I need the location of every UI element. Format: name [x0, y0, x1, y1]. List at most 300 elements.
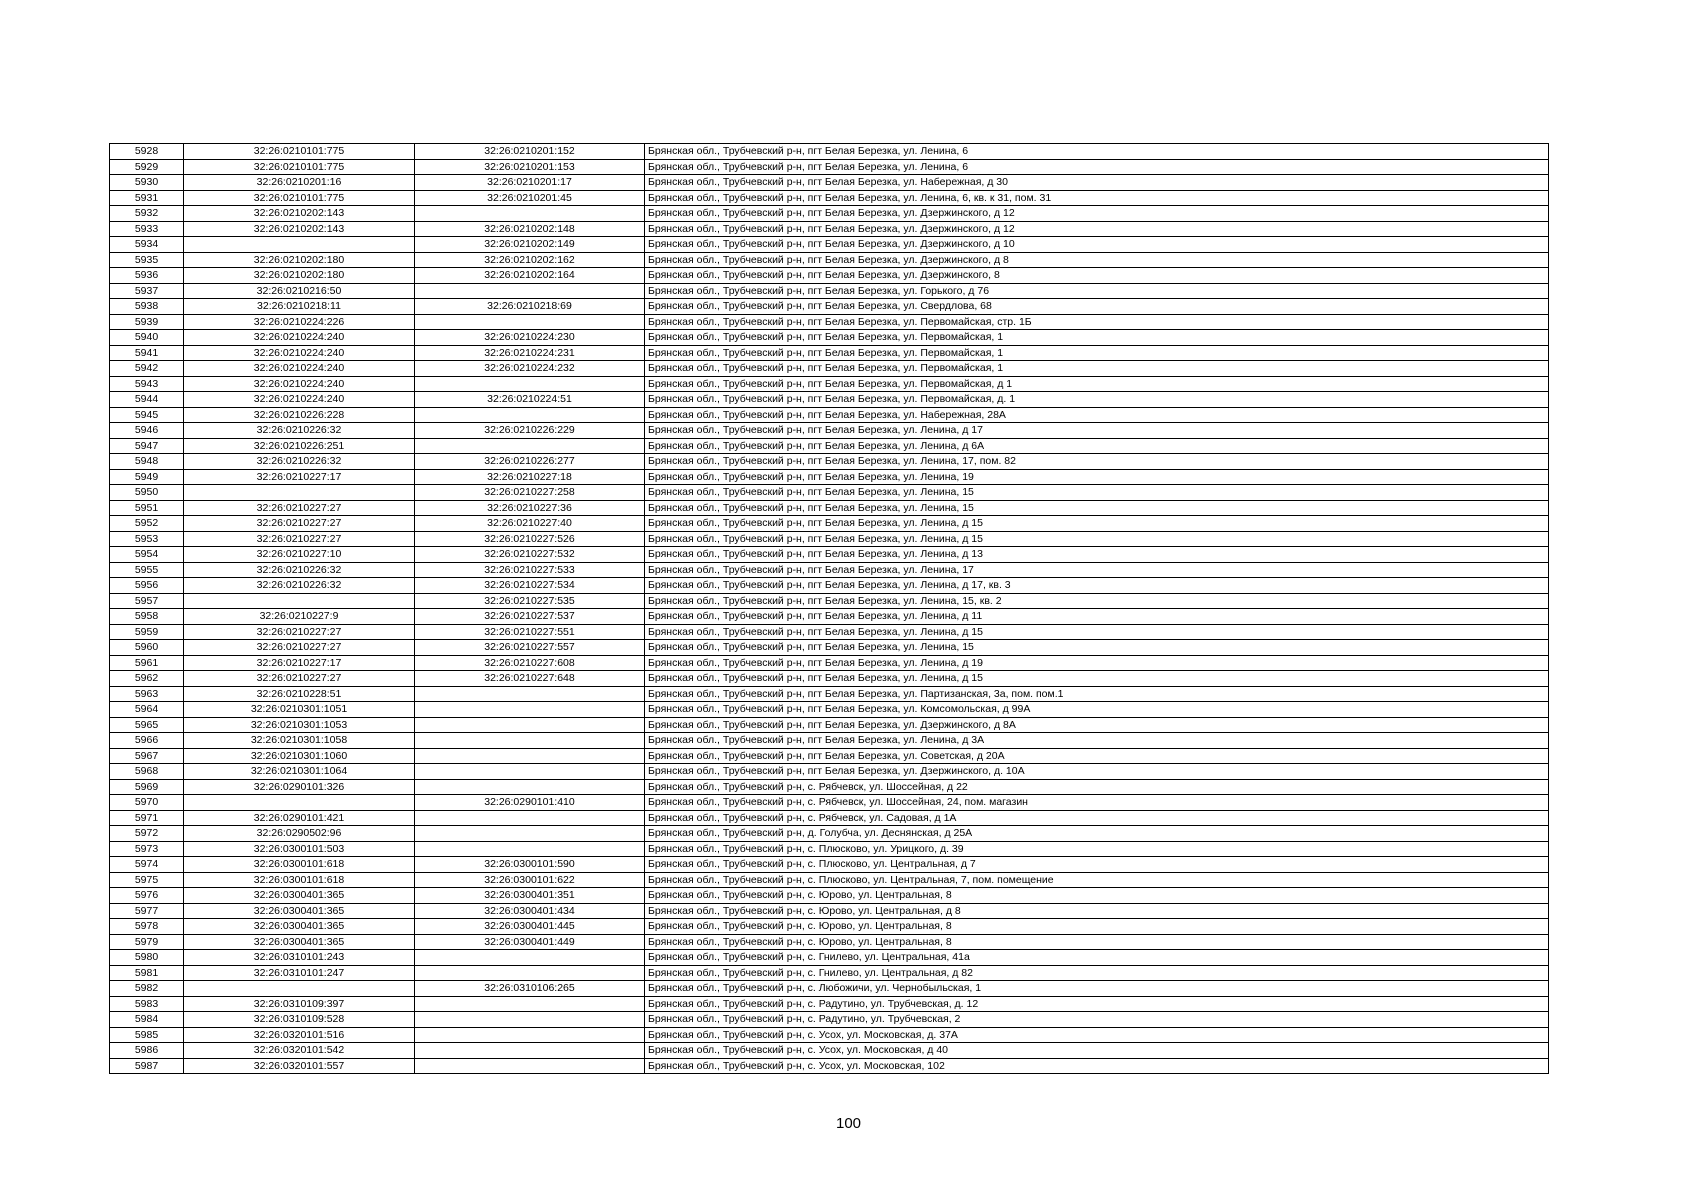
address-cell: Брянская обл., Трубчевский р-н, пгт Белая Березка, ул. Набережная, д 30 [645, 175, 1549, 191]
cadastral-number-cell [184, 981, 415, 997]
related-cadastral-number-cell: 32:26:0210224:231 [415, 345, 645, 361]
page-number: 100 [835, 1115, 862, 1132]
related-cadastral-number-cell: 32:26:0210227:537 [415, 609, 645, 625]
related-cadastral-number-cell [415, 686, 645, 702]
address-cell: Брянская обл., Трубчевский р-н, пгт Белая Березка, ул. Первомайская, стр. 1Б [645, 314, 1549, 330]
table-row [110, 764, 1549, 780]
related-cadastral-number-cell: 32:26:0210227:535 [415, 593, 645, 609]
address-cell: Брянская обл., Трубчевский р-н, пгт Белая Березка, ул. Ленина, д 17, кв. 3 [645, 578, 1549, 594]
related-cadastral-number-cell: 32:26:0210227:551 [415, 624, 645, 640]
address-cell: Брянская обл., Трубчевский р-н, с. Юрово, ул. Центральная, д 8 [645, 903, 1549, 919]
row-number-cell: 5985 [110, 1027, 184, 1043]
related-cadastral-number-cell: 32:26:0210227:532 [415, 547, 645, 563]
address-cell: Брянская обл., Трубчевский р-н, с. Плюсково, ул. Урицкого, д. 39 [645, 841, 1549, 857]
row-number-cell: 5934 [110, 237, 184, 253]
row-number-cell: 5959 [110, 624, 184, 640]
registry-table-body [110, 144, 1549, 1074]
cadastral-number-cell [184, 795, 415, 811]
table-row [110, 206, 1549, 222]
address-cell: Брянская обл., Трубчевский р-н, пгт Белая Березка, ул. Ленина, д 17 [645, 423, 1549, 439]
address-cell: Брянская обл., Трубчевский р-н, с. Радутино, ул. Трубчевская, 2 [645, 1012, 1549, 1028]
row-number-cell: 5935 [110, 252, 184, 268]
table-row [110, 144, 1549, 160]
cadastral-number-cell: 32:26:0210202:180 [184, 252, 415, 268]
table-row [110, 655, 1549, 671]
table-row [110, 268, 1549, 284]
row-number-cell: 5931 [110, 190, 184, 206]
table-row [110, 500, 1549, 516]
cadastral-number-cell: 32:26:0210301:1053 [184, 717, 415, 733]
cadastral-number-cell: 32:26:0290101:421 [184, 810, 415, 826]
address-cell: Брянская обл., Трубчевский р-н, с. Гнилево, ул. Центральная, 41а [645, 950, 1549, 966]
row-number-cell: 5962 [110, 671, 184, 687]
address-cell: Брянская обл., Трубчевский р-н, пгт Белая Березка, ул. Ленина, 17 [645, 562, 1549, 578]
table-row [110, 950, 1549, 966]
address-cell: Брянская обл., Трубчевский р-н, пгт Белая Березка, ул. Ленина, д 6А [645, 438, 1549, 454]
cadastral-number-cell: 32:26:0210202:143 [184, 221, 415, 237]
cadastral-number-cell: 32:26:0210224:240 [184, 361, 415, 377]
row-number-cell: 5928 [110, 144, 184, 160]
row-number-cell: 5943 [110, 376, 184, 392]
cadastral-number-cell: 32:26:0210101:775 [184, 159, 415, 175]
related-cadastral-number-cell [415, 733, 645, 749]
cadastral-number-cell: 32:26:0210227:27 [184, 624, 415, 640]
related-cadastral-number-cell [415, 1058, 645, 1074]
table-row [110, 857, 1549, 873]
address-cell: Брянская обл., Трубчевский р-н, пгт Белая Березка, ул. Первомайская, 1 [645, 330, 1549, 346]
related-cadastral-number-cell [415, 826, 645, 842]
related-cadastral-number-cell: 32:26:0210224:51 [415, 392, 645, 408]
related-cadastral-number-cell: 32:26:0300401:445 [415, 919, 645, 935]
cadastral-number-cell: 32:26:0210224:240 [184, 345, 415, 361]
table-row [110, 779, 1549, 795]
table-row [110, 733, 1549, 749]
address-cell: Брянская обл., Трубчевский р-н, пгт Белая Березка, ул. Ленина, 6 [645, 159, 1549, 175]
address-cell: Брянская обл., Трубчевский р-н, пгт Белая Березка, ул. Ленина, д 15 [645, 624, 1549, 640]
address-cell: Брянская обл., Трубчевский р-н, пгт Белая Березка, ул. Свердлова, 68 [645, 299, 1549, 315]
table-row [110, 578, 1549, 594]
row-number-cell: 5955 [110, 562, 184, 578]
row-number-cell: 5982 [110, 981, 184, 997]
table-row [110, 485, 1549, 501]
row-number-cell: 5952 [110, 516, 184, 532]
row-number-cell: 5946 [110, 423, 184, 439]
cadastral-number-cell: 32:26:0210224:240 [184, 392, 415, 408]
cadastral-number-cell: 32:26:0300101:503 [184, 841, 415, 857]
cadastral-number-cell: 32:26:0310101:243 [184, 950, 415, 966]
cadastral-number-cell: 32:26:0210218:11 [184, 299, 415, 315]
related-cadastral-number-cell [415, 810, 645, 826]
address-cell: Брянская обл., Трубчевский р-н, с. Плюсково, ул. Центральная, 7, пом. помещение [645, 872, 1549, 888]
related-cadastral-number-cell: 32:26:0210202:148 [415, 221, 645, 237]
row-number-cell: 5966 [110, 733, 184, 749]
related-cadastral-number-cell [415, 407, 645, 423]
address-cell: Брянская обл., Трубчевский р-н, пгт Белая Березка, ул. Ленина, д 19 [645, 655, 1549, 671]
related-cadastral-number-cell: 32:26:0210226:277 [415, 454, 645, 470]
cadastral-number-cell: 32:26:0300401:365 [184, 934, 415, 950]
row-number-cell: 5963 [110, 686, 184, 702]
related-cadastral-number-cell: 32:26:0310106:265 [415, 981, 645, 997]
address-cell: Брянская обл., Трубчевский р-н, пгт Белая Березка, ул. Горького, д 76 [645, 283, 1549, 299]
address-cell: Брянская обл., Трубчевский р-н, с. Юрово, ул. Центральная, 8 [645, 934, 1549, 950]
table-row [110, 1012, 1549, 1028]
table-row [110, 283, 1549, 299]
cadastral-number-cell: 32:26:0210301:1064 [184, 764, 415, 780]
row-number-cell: 5951 [110, 500, 184, 516]
row-number-cell: 5973 [110, 841, 184, 857]
cadastral-number-cell: 32:26:0210224:240 [184, 376, 415, 392]
cadastral-number-cell: 32:26:0310101:247 [184, 965, 415, 981]
address-cell: Брянская обл., Трубчевский р-н, д. Голубча, ул. Деснянская, д 25А [645, 826, 1549, 842]
row-number-cell: 5936 [110, 268, 184, 284]
address-cell: Брянская обл., Трубчевский р-н, пгт Белая Березка, ул. Ленина, 15 [645, 500, 1549, 516]
cadastral-number-cell [184, 237, 415, 253]
row-number-cell: 5968 [110, 764, 184, 780]
address-cell: Брянская обл., Трубчевский р-н, пгт Белая Березка, ул. Ленина, д 13 [645, 547, 1549, 563]
row-number-cell: 5950 [110, 485, 184, 501]
row-number-cell: 5978 [110, 919, 184, 935]
related-cadastral-number-cell [415, 717, 645, 733]
related-cadastral-number-cell: 32:26:0210227:258 [415, 485, 645, 501]
table-row [110, 795, 1549, 811]
table-row [110, 872, 1549, 888]
row-number-cell: 5957 [110, 593, 184, 609]
related-cadastral-number-cell: 32:26:0210202:149 [415, 237, 645, 253]
row-number-cell: 5947 [110, 438, 184, 454]
table-row [110, 640, 1549, 656]
table-row [110, 221, 1549, 237]
address-cell: Брянская обл., Трубчевский р-н, пгт Белая Березка, ул. Ленина, д 15 [645, 516, 1549, 532]
table-row [110, 810, 1549, 826]
row-number-cell: 5975 [110, 872, 184, 888]
related-cadastral-number-cell: 32:26:0210226:229 [415, 423, 645, 439]
cadastral-number-cell: 32:26:0210227:27 [184, 500, 415, 516]
address-cell: Брянская обл., Трубчевский р-н, пгт Белая Березка, ул. Набережная, 28А [645, 407, 1549, 423]
table-row [110, 996, 1549, 1012]
cadastral-number-cell: 32:26:0210101:775 [184, 144, 415, 160]
address-cell: Брянская обл., Трубчевский р-н, пгт Белая Березка, ул. Ленина, 17, пом. 82 [645, 454, 1549, 470]
related-cadastral-number-cell: 32:26:0210227:533 [415, 562, 645, 578]
table-row [110, 717, 1549, 733]
related-cadastral-number-cell [415, 314, 645, 330]
cadastral-number-cell: 32:26:0310109:397 [184, 996, 415, 1012]
row-number-cell: 5984 [110, 1012, 184, 1028]
table-row [110, 531, 1549, 547]
row-number-cell: 5945 [110, 407, 184, 423]
cadastral-number-cell: 32:26:0290502:96 [184, 826, 415, 842]
row-number-cell: 5961 [110, 655, 184, 671]
cadastral-number-cell: 32:26:0210227:27 [184, 671, 415, 687]
address-cell: Брянская обл., Трубчевский р-н, пгт Белая Березка, ул. Советская, д 20А [645, 748, 1549, 764]
table-row [110, 686, 1549, 702]
table-row [110, 826, 1549, 842]
table-row [110, 237, 1549, 253]
table-row [110, 547, 1549, 563]
table-row [110, 314, 1549, 330]
cadastral-number-cell [184, 593, 415, 609]
row-number-cell: 5942 [110, 361, 184, 377]
table-row [110, 562, 1549, 578]
address-cell: Брянская обл., Трубчевский р-н, пгт Белая Березка, ул. Комсомольская, д 99А [645, 702, 1549, 718]
cadastral-number-cell: 32:26:0210301:1058 [184, 733, 415, 749]
address-cell: Брянская обл., Трубчевский р-н, пгт Белая Березка, ул. Ленина, д 11 [645, 609, 1549, 625]
address-cell: Брянская обл., Трубчевский р-н, пгт Белая Березка, ул. Ленина, 15 [645, 485, 1549, 501]
row-number-cell: 5948 [110, 454, 184, 470]
address-cell: Брянская обл., Трубчевский р-н, пгт Белая Березка, ул. Ленина, д 15 [645, 671, 1549, 687]
table-row [110, 1027, 1549, 1043]
table-row [110, 903, 1549, 919]
address-cell: Брянская обл., Трубчевский р-н, пгт Белая Березка, ул. Дзержинского, д 10 [645, 237, 1549, 253]
cadastral-number-cell: 32:26:0210224:240 [184, 330, 415, 346]
address-cell: Брянская обл., Трубчевский р-н, пгт Белая Березка, ул. Дзержинского, д. 10А [645, 764, 1549, 780]
related-cadastral-number-cell: 32:26:0300101:622 [415, 872, 645, 888]
row-number-cell: 5939 [110, 314, 184, 330]
row-number-cell: 5949 [110, 469, 184, 485]
row-number-cell: 5941 [110, 345, 184, 361]
table-row [110, 454, 1549, 470]
cadastral-number-cell: 32:26:0210226:32 [184, 562, 415, 578]
address-cell: Брянская обл., Трубчевский р-н, пгт Белая Березка, ул. Ленина, 6, кв. к 31, пом. 31 [645, 190, 1549, 206]
cadastral-number-cell: 32:26:0210226:228 [184, 407, 415, 423]
table-row [110, 175, 1549, 191]
related-cadastral-number-cell [415, 206, 645, 222]
related-cadastral-number-cell [415, 1043, 645, 1059]
address-cell: Брянская обл., Трубчевский р-н, пгт Белая Березка, ул. Ленина, д 3А [645, 733, 1549, 749]
table-row [110, 516, 1549, 532]
cadastral-number-cell: 32:26:0210227:10 [184, 547, 415, 563]
address-cell: Брянская обл., Трубчевский р-н, с. Гнилево, ул. Центральная, д 82 [645, 965, 1549, 981]
cadastral-number-cell: 32:26:0300101:618 [184, 857, 415, 873]
row-number-cell: 5929 [110, 159, 184, 175]
related-cadastral-number-cell: 32:26:0210202:164 [415, 268, 645, 284]
related-cadastral-number-cell: 32:26:0300401:351 [415, 888, 645, 904]
cadastral-number-cell: 32:26:0210202:143 [184, 206, 415, 222]
table-row [110, 593, 1549, 609]
row-number-cell: 5965 [110, 717, 184, 733]
table-row [110, 376, 1549, 392]
related-cadastral-number-cell: 32:26:0210227:648 [415, 671, 645, 687]
row-number-cell: 5976 [110, 888, 184, 904]
row-number-cell: 5969 [110, 779, 184, 795]
table-row [110, 888, 1549, 904]
table-row [110, 299, 1549, 315]
table-row [110, 841, 1549, 857]
cadastral-number-cell: 32:26:0210301:1060 [184, 748, 415, 764]
address-cell: Брянская обл., Трубчевский р-н, пгт Белая Березка, ул. Первомайская, д 1 [645, 376, 1549, 392]
table-row [110, 609, 1549, 625]
table-row [110, 748, 1549, 764]
cadastral-number-cell: 32:26:0290101:326 [184, 779, 415, 795]
registry-table [109, 143, 1549, 1074]
address-cell: Брянская обл., Трубчевский р-н, пгт Белая Березка, ул. Партизанская, 3а, пом. пом.1 [645, 686, 1549, 702]
row-number-cell: 5967 [110, 748, 184, 764]
cadastral-number-cell: 32:26:0210201:16 [184, 175, 415, 191]
cadastral-number-cell: 32:26:0210101:775 [184, 190, 415, 206]
address-cell: Брянская обл., Трубчевский р-н, с. Усох, ул. Московская, д 40 [645, 1043, 1549, 1059]
address-cell: Брянская обл., Трубчевский р-н, с. Любожичи, ул. Чернобыльская, 1 [645, 981, 1549, 997]
related-cadastral-number-cell: 32:26:0210227:36 [415, 500, 645, 516]
table-row [110, 671, 1549, 687]
table-row [110, 392, 1549, 408]
cadastral-number-cell: 32:26:0300401:365 [184, 903, 415, 919]
cadastral-number-cell: 32:26:0320101:542 [184, 1043, 415, 1059]
table-row [110, 252, 1549, 268]
related-cadastral-number-cell [415, 748, 645, 764]
cadastral-number-cell: 32:26:0210216:50 [184, 283, 415, 299]
related-cadastral-number-cell [415, 841, 645, 857]
address-cell: Брянская обл., Трубчевский р-н, пгт Белая Березка, ул. Дзержинского, 8 [645, 268, 1549, 284]
row-number-cell: 5940 [110, 330, 184, 346]
address-cell: Брянская обл., Трубчевский р-н, с. Юрово, ул. Центральная, 8 [645, 888, 1549, 904]
table-row [110, 965, 1549, 981]
related-cadastral-number-cell [415, 1012, 645, 1028]
cadastral-number-cell: 32:26:0320101:516 [184, 1027, 415, 1043]
address-cell: Брянская обл., Трубчевский р-н, пгт Белая Березка, ул. Первомайская, д. 1 [645, 392, 1549, 408]
cadastral-number-cell [184, 485, 415, 501]
related-cadastral-number-cell: 32:26:0300101:590 [415, 857, 645, 873]
address-cell: Брянская обл., Трубчевский р-н, с. Плюсково, ул. Центральная, д 7 [645, 857, 1549, 873]
cadastral-number-cell: 32:26:0320101:557 [184, 1058, 415, 1074]
related-cadastral-number-cell: 32:26:0210201:17 [415, 175, 645, 191]
address-cell: Брянская обл., Трубчевский р-н, пгт Белая Березка, ул. Ленина, 6 [645, 144, 1549, 160]
cadastral-number-cell: 32:26:0210224:226 [184, 314, 415, 330]
related-cadastral-number-cell [415, 996, 645, 1012]
row-number-cell: 5983 [110, 996, 184, 1012]
cadastral-number-cell: 32:26:0210227:27 [184, 516, 415, 532]
cadastral-number-cell: 32:26:0210226:32 [184, 454, 415, 470]
related-cadastral-number-cell [415, 283, 645, 299]
cadastral-number-cell: 32:26:0300101:618 [184, 872, 415, 888]
row-number-cell: 5933 [110, 221, 184, 237]
table-row [110, 624, 1549, 640]
cadastral-number-cell: 32:26:0210226:32 [184, 578, 415, 594]
cadastral-number-cell: 32:26:0300401:365 [184, 888, 415, 904]
address-cell: Брянская обл., Трубчевский р-н, пгт Белая Березка, ул. Дзержинского, д 8А [645, 717, 1549, 733]
related-cadastral-number-cell: 32:26:0210202:162 [415, 252, 645, 268]
address-cell: Брянская обл., Трубчевский р-н, пгт Белая Березка, ул. Ленина, д 15 [645, 531, 1549, 547]
table-row [110, 1043, 1549, 1059]
address-cell: Брянская обл., Трубчевский р-н, пгт Белая Березка, ул. Ленина, 15, кв. 2 [645, 593, 1549, 609]
row-number-cell: 5944 [110, 392, 184, 408]
related-cadastral-number-cell [415, 965, 645, 981]
address-cell: Брянская обл., Трубчевский р-н, пгт Белая Березка, ул. Дзержинского, д 12 [645, 206, 1549, 222]
cadastral-number-cell: 32:26:0210227:17 [184, 469, 415, 485]
table-row [110, 438, 1549, 454]
related-cadastral-number-cell [415, 950, 645, 966]
table-row [110, 702, 1549, 718]
table-row [110, 981, 1549, 997]
row-number-cell: 5986 [110, 1043, 184, 1059]
related-cadastral-number-cell: 32:26:0210224:232 [415, 361, 645, 377]
row-number-cell: 5932 [110, 206, 184, 222]
related-cadastral-number-cell: 32:26:0210227:608 [415, 655, 645, 671]
related-cadastral-number-cell: 32:26:0210218:69 [415, 299, 645, 315]
related-cadastral-number-cell [415, 438, 645, 454]
row-number-cell: 5971 [110, 810, 184, 826]
table-row [110, 407, 1549, 423]
table-row [110, 934, 1549, 950]
row-number-cell: 5930 [110, 175, 184, 191]
table-row [110, 919, 1549, 935]
address-cell: Брянская обл., Трубчевский р-н, с. Радутино, ул. Трубчевская, д. 12 [645, 996, 1549, 1012]
cadastral-number-cell: 32:26:0210301:1051 [184, 702, 415, 718]
table-row [110, 190, 1549, 206]
address-cell: Брянская обл., Трубчевский р-н, с. Усох, ул. Московская, 102 [645, 1058, 1549, 1074]
related-cadastral-number-cell: 32:26:0210201:45 [415, 190, 645, 206]
related-cadastral-number-cell [415, 764, 645, 780]
table-row [110, 330, 1549, 346]
related-cadastral-number-cell [415, 1027, 645, 1043]
address-cell: Брянская обл., Трубчевский р-н, с. Рябчевск, ул. Садовая, д 1А [645, 810, 1549, 826]
row-number-cell: 5977 [110, 903, 184, 919]
address-cell: Брянская обл., Трубчевский р-н, пгт Белая Березка, ул. Ленина, 19 [645, 469, 1549, 485]
row-number-cell: 5937 [110, 283, 184, 299]
related-cadastral-number-cell: 32:26:0210201:153 [415, 159, 645, 175]
related-cadastral-number-cell: 32:26:0290101:410 [415, 795, 645, 811]
address-cell: Брянская обл., Трубчевский р-н, пгт Белая Березка, ул. Первомайская, 1 [645, 345, 1549, 361]
row-number-cell: 5980 [110, 950, 184, 966]
cadastral-number-cell: 32:26:0210227:27 [184, 531, 415, 547]
cadastral-number-cell: 32:26:0310109:528 [184, 1012, 415, 1028]
related-cadastral-number-cell: 32:26:0210224:230 [415, 330, 645, 346]
cadastral-number-cell: 32:26:0210227:9 [184, 609, 415, 625]
cadastral-number-cell: 32:26:0210226:251 [184, 438, 415, 454]
related-cadastral-number-cell: 32:26:0300401:434 [415, 903, 645, 919]
address-cell: Брянская обл., Трубчевский р-н, пгт Белая Березка, ул. Дзержинского, д 8 [645, 252, 1549, 268]
table-row [110, 159, 1549, 175]
row-number-cell: 5960 [110, 640, 184, 656]
row-number-cell: 5954 [110, 547, 184, 563]
related-cadastral-number-cell: 32:26:0210227:526 [415, 531, 645, 547]
row-number-cell: 5970 [110, 795, 184, 811]
cadastral-number-cell: 32:26:0210202:180 [184, 268, 415, 284]
table-row [110, 469, 1549, 485]
row-number-cell: 5958 [110, 609, 184, 625]
related-cadastral-number-cell: 32:26:0210227:18 [415, 469, 645, 485]
row-number-cell: 5987 [110, 1058, 184, 1074]
table-row [110, 423, 1549, 439]
row-number-cell: 5953 [110, 531, 184, 547]
row-number-cell: 5972 [110, 826, 184, 842]
row-number-cell: 5956 [110, 578, 184, 594]
related-cadastral-number-cell [415, 779, 645, 795]
cadastral-number-cell: 32:26:0210226:32 [184, 423, 415, 439]
related-cadastral-number-cell: 32:26:0300401:449 [415, 934, 645, 950]
row-number-cell: 5938 [110, 299, 184, 315]
row-number-cell: 5981 [110, 965, 184, 981]
address-cell: Брянская обл., Трубчевский р-н, с. Юрово, ул. Центральная, 8 [645, 919, 1549, 935]
table-row [110, 361, 1549, 377]
row-number-cell: 5974 [110, 857, 184, 873]
cadastral-number-cell: 32:26:0300401:365 [184, 919, 415, 935]
related-cadastral-number-cell: 32:26:0210201:152 [415, 144, 645, 160]
row-number-cell: 5979 [110, 934, 184, 950]
address-cell: Брянская обл., Трубчевский р-н, с. Усох, ул. Московская, д. 37А [645, 1027, 1549, 1043]
address-cell: Брянская обл., Трубчевский р-н, пгт Белая Березка, ул. Дзержинского, д 12 [645, 221, 1549, 237]
related-cadastral-number-cell [415, 376, 645, 392]
table-row [110, 345, 1549, 361]
cadastral-number-cell: 32:26:0210227:17 [184, 655, 415, 671]
row-number-cell: 5964 [110, 702, 184, 718]
address-cell: Брянская обл., Трубчевский р-н, пгт Белая Березка, ул. Первомайская, 1 [645, 361, 1549, 377]
related-cadastral-number-cell [415, 702, 645, 718]
cadastral-number-cell: 32:26:0210227:27 [184, 640, 415, 656]
address-cell: Брянская обл., Трубчевский р-н, пгт Белая Березка, ул. Ленина, 15 [645, 640, 1549, 656]
related-cadastral-number-cell: 32:26:0210227:557 [415, 640, 645, 656]
address-cell: Брянская обл., Трубчевский р-н, с. Рябчевск, ул. Шоссейная, д 22 [645, 779, 1549, 795]
address-cell: Брянская обл., Трубчевский р-н, с. Рябчевск, ул. Шоссейная, 24, пом. магазин [645, 795, 1549, 811]
table-row [110, 1058, 1549, 1074]
